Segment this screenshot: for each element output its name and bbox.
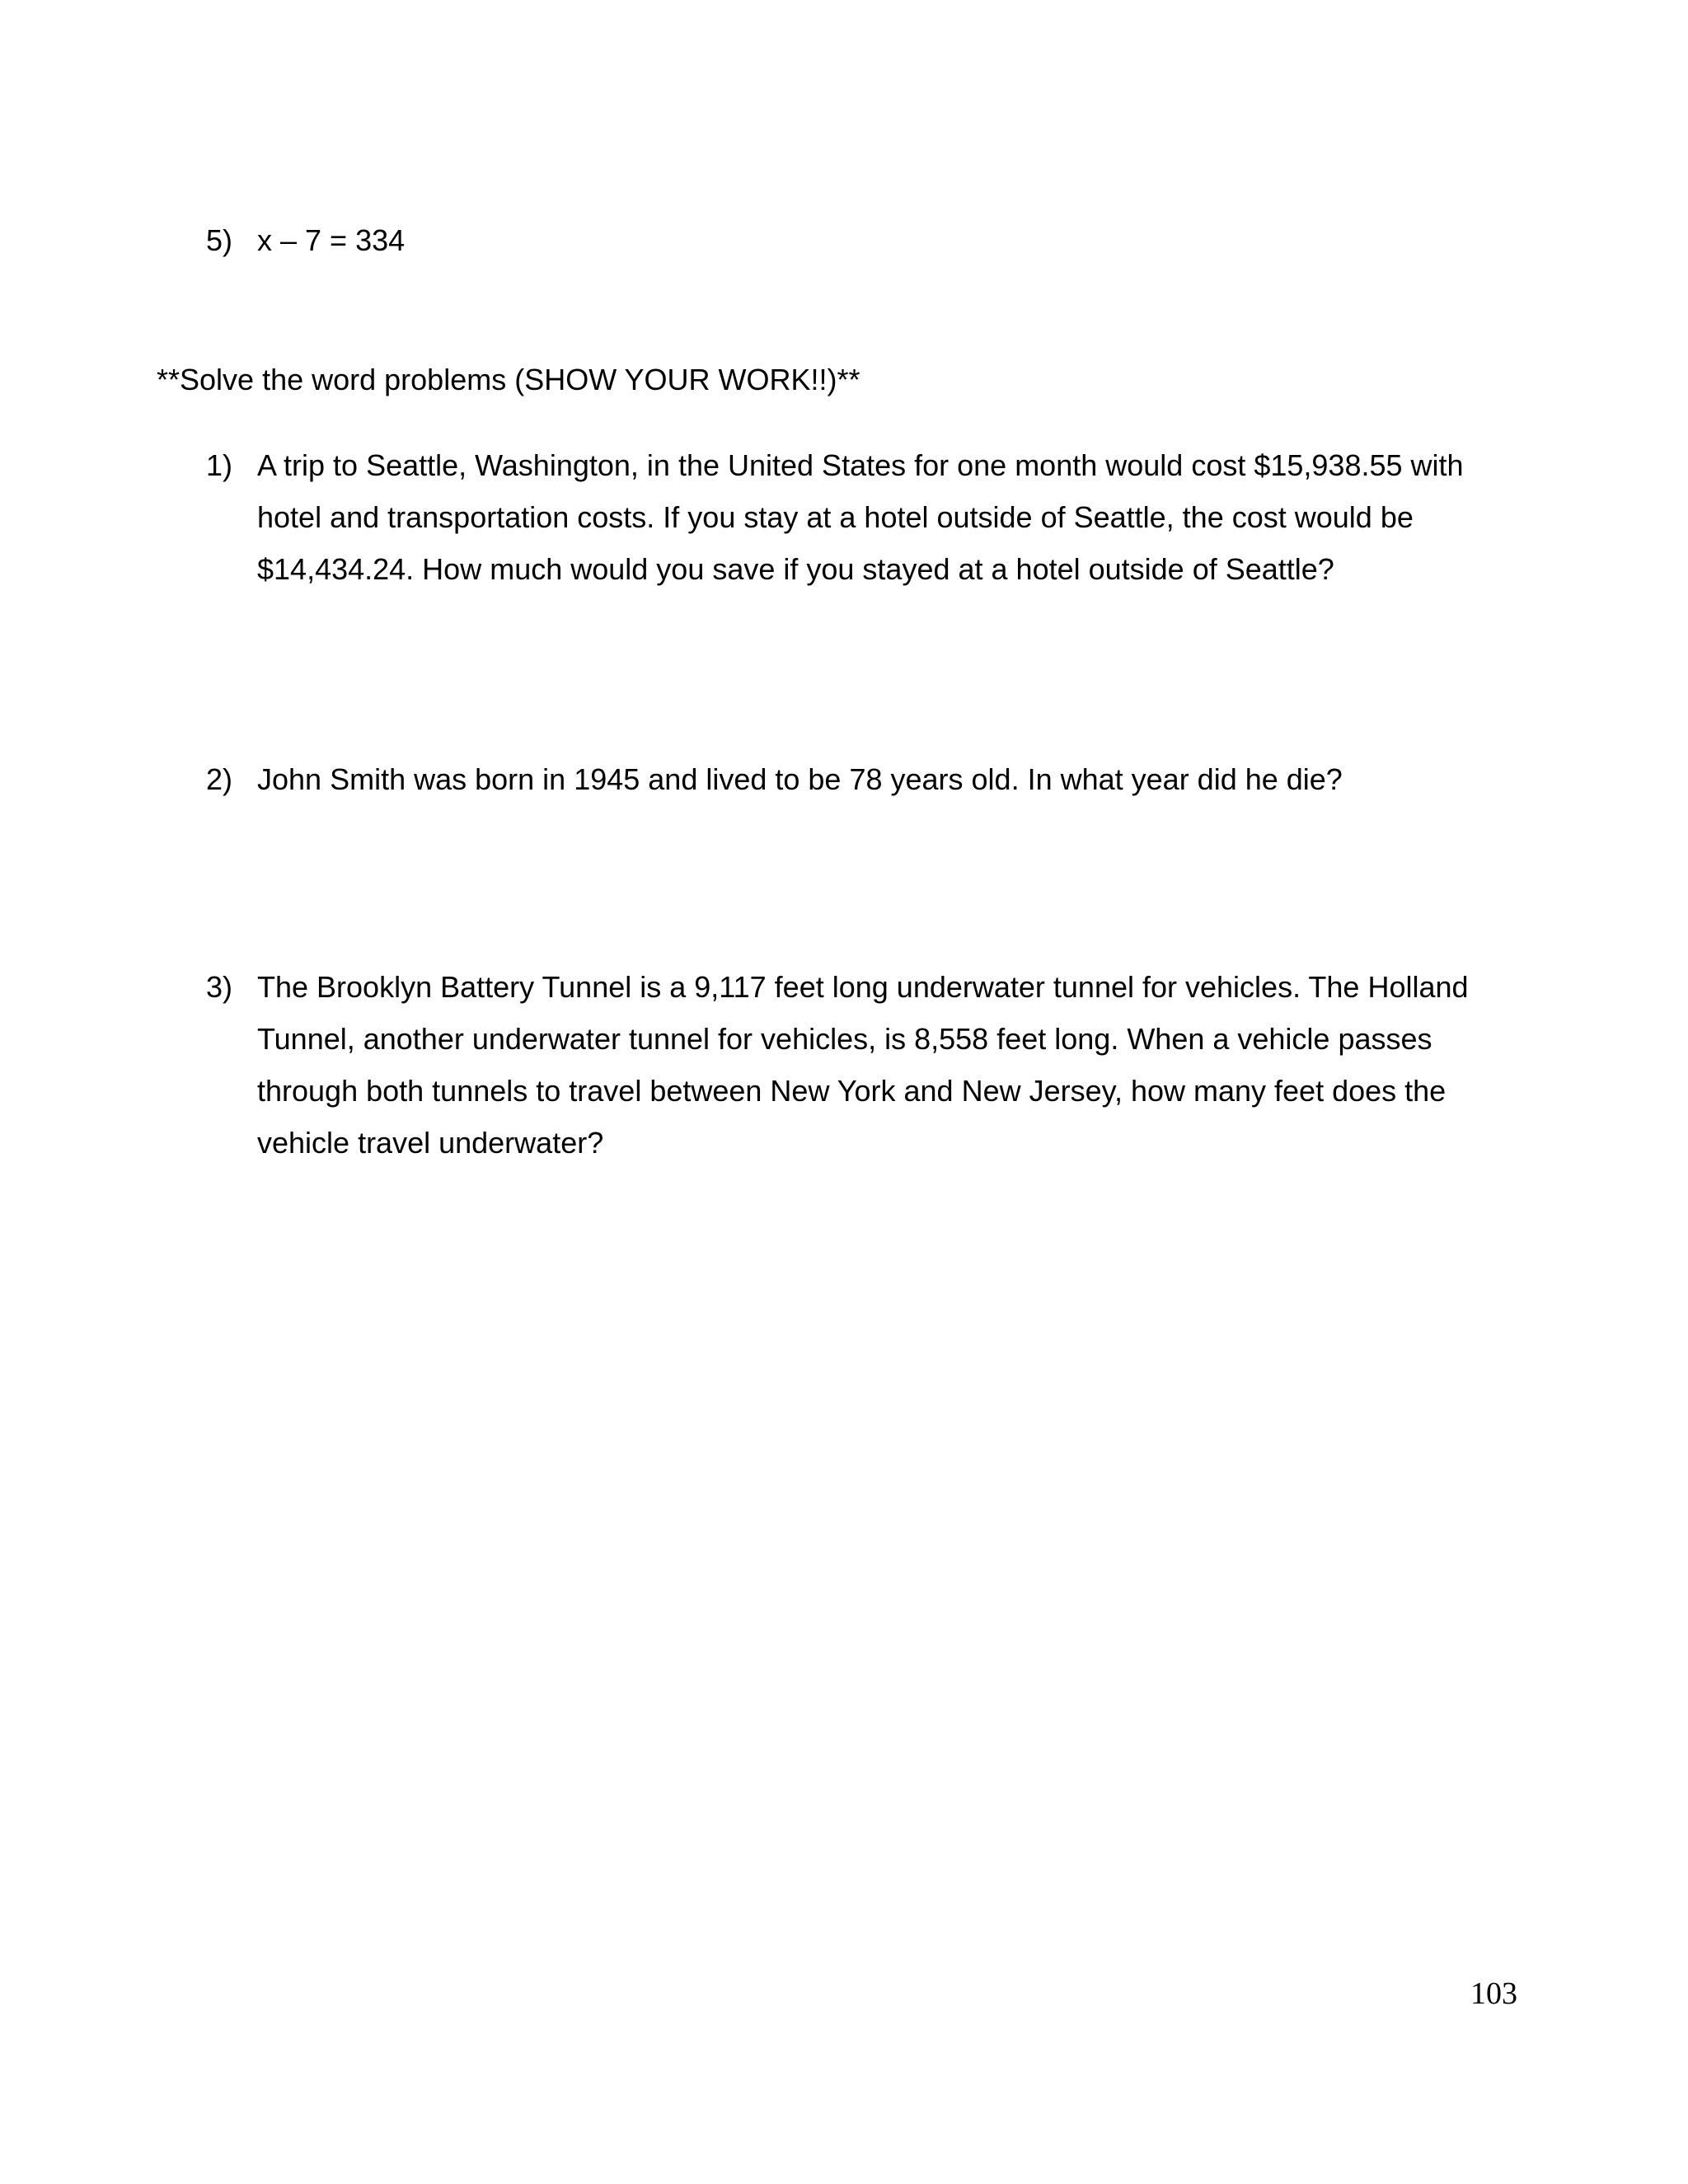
equation-number: 5) — [206, 223, 233, 257]
problem-text: A trip to Seattle, Washington, in the United States for one month would cost $15,938.55 with hotel and transportation costs. If you stay at a hotel outside of Seattle, the cost would be $14,434.24. How much would you save if you stayed at a hotel outside of Seattle? — [257, 448, 1464, 586]
problem-text: The Brooklyn Battery Tunnel is a 9,117 feet long underwater tunnel for vehicles. The Holland Tunnel, another underwater tunnel for vehicles, is 8,558 feet long. When a vehicle passes through both tunnels to travel between New York and New Jersey, how many feet does the vehicle travel underwater? — [257, 970, 1469, 1160]
equation-problem-5 — [206, 224, 405, 257]
word-problems-instructions: **Solve the word problems (SHOW YOUR WORK!!)** — [157, 363, 860, 396]
word-problem-3 — [206, 961, 1525, 1169]
problem-text: John Smith was born in 1945 and lived to be 78 years old. In what year did he die? — [257, 762, 1343, 796]
problem-number: 1) — [206, 448, 233, 482]
word-problem-1 — [206, 439, 1525, 595]
problem-number: 2) — [206, 762, 233, 796]
equation-text: x – 7 = 334 — [257, 223, 406, 257]
word-problem-2 — [206, 753, 1525, 805]
page-number: 103 — [1470, 1976, 1517, 2011]
problem-number: 3) — [206, 970, 233, 1004]
